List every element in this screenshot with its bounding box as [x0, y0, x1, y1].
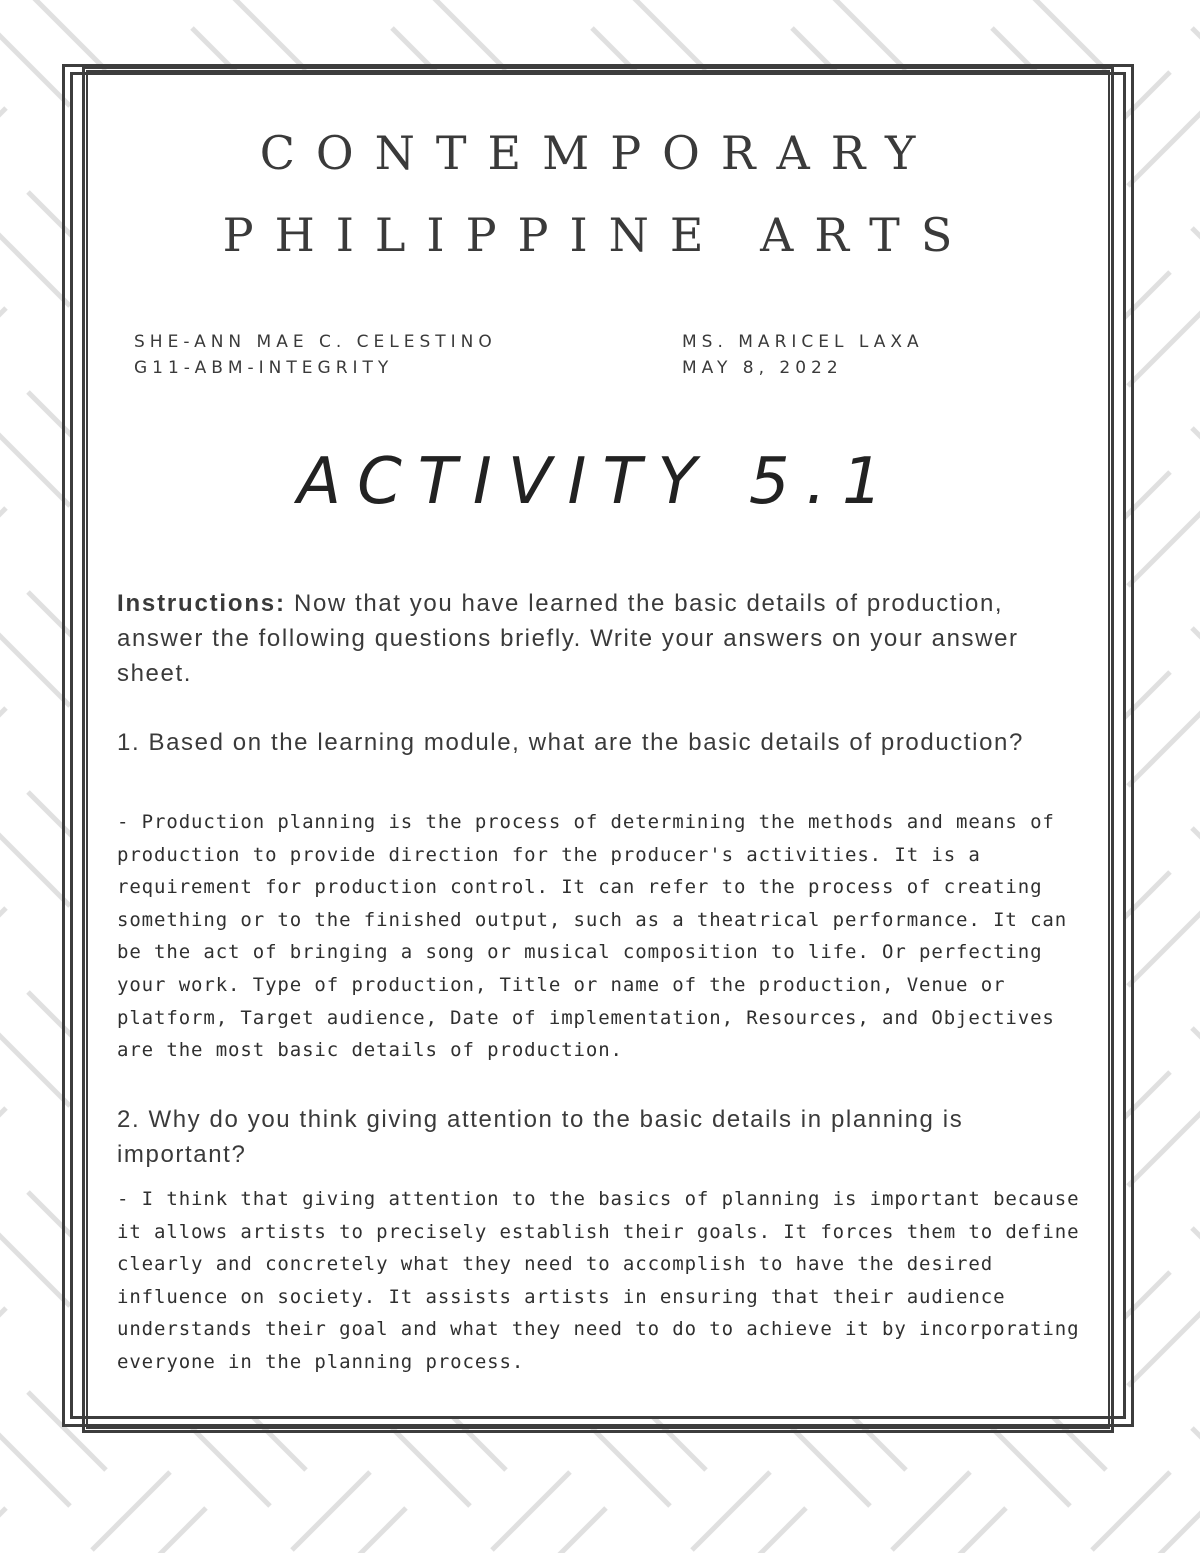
question-2: 2. Why do you think giving attention to the basic details in planning is important? [117, 1106, 964, 1168]
pattern-stroke [0, 1508, 6, 1553]
instructions-label: Instructions: [117, 590, 286, 617]
answer-1: - Production planning is the process of determining the methods and means of production to provide direction for the producer's activities. It is a requirement for production control. It can refer to the process of creating something or to the finished output, such as a theatrical performance. It can be the act of bringing a song or musical composition to life. Or perfecting your work. Type of production, Title or name of the production, Venue or platform, Target audience, Date of implementation, Resources, and Objectives are the most basic details of production. [117, 811, 1068, 1062]
pattern-stroke [0, 1108, 6, 1186]
pattern-stroke [1192, 1228, 1200, 1306]
pattern-stroke [228, 0, 306, 70]
activity-title: ACTIVITY 5.1 [297, 445, 899, 519]
instructions-text: Now that you have learned the basic details of production, answer the following questions briefly. Write your answers on your answer sheet. [117, 590, 1019, 687]
title-line-1: CONTEMPORARY [259, 126, 937, 180]
student-name: SHE-ANN MAE C. CELESTINO [134, 332, 497, 352]
pattern-stroke [1092, 1472, 1170, 1550]
pattern-stroke [128, 1508, 206, 1553]
pattern-stroke [1192, 1028, 1200, 1106]
submission-date: MAY 8, 2022 [682, 358, 843, 378]
pattern-stroke [192, 1428, 270, 1506]
pattern-stroke [1192, 228, 1200, 306]
pattern-stroke [1128, 1108, 1200, 1186]
pattern-stroke [1192, 1428, 1200, 1506]
title-line-2: PHILIPPINE ARTS [222, 208, 974, 262]
teacher-name: MS. MARICEL LAXA [682, 332, 924, 352]
answer-2: - I think that giving attention to the basics of planning is important because it allows artists to precisely establish their goals. It forces them to define clearly and concretely what they need to accomplish to have the desired influence on society. It assists artists in ensuring that their audience understands their goal and what they need to do to achieve it by incorporating everyone in the planning process. [117, 1188, 1080, 1373]
pattern-stroke [828, 0, 906, 70]
pattern-stroke [692, 1472, 770, 1550]
pattern-stroke [0, 708, 6, 786]
pattern-stroke [1128, 1508, 1200, 1553]
pattern-stroke [1128, 908, 1200, 986]
pattern-stroke [428, 0, 506, 70]
pattern-stroke [0, 108, 6, 186]
pattern-stroke [892, 1472, 970, 1550]
pattern-stroke [0, 628, 70, 706]
pattern-stroke [1192, 428, 1200, 506]
pattern-stroke [728, 1508, 806, 1553]
pattern-stroke [0, 1228, 70, 1306]
pattern-stroke [92, 1472, 170, 1550]
pattern-stroke [928, 1508, 1006, 1553]
pattern-stroke [0, 1028, 70, 1106]
student-section: G11-ABM-INTEGRITY [134, 358, 394, 378]
pattern-stroke [0, 1308, 6, 1386]
pattern-stroke [0, 228, 70, 306]
pattern-stroke [1192, 628, 1200, 706]
pattern-stroke [0, 428, 70, 506]
instructions-paragraph [117, 586, 1089, 691]
pattern-stroke [292, 1472, 370, 1550]
pattern-stroke [628, 0, 706, 70]
pattern-stroke [0, 908, 6, 986]
pattern-stroke [28, 0, 106, 70]
pattern-stroke [1192, 828, 1200, 906]
document-content [86, 70, 1110, 1429]
pattern-stroke [392, 1428, 470, 1506]
pattern-stroke [1028, 0, 1106, 70]
pattern-stroke [0, 828, 70, 906]
pattern-stroke [792, 1428, 870, 1506]
teacher-info [682, 329, 924, 381]
student-info [134, 329, 497, 381]
pattern-stroke [1128, 508, 1200, 586]
pattern-stroke [0, 508, 6, 586]
pattern-stroke [528, 1508, 606, 1553]
pattern-stroke [0, 28, 70, 106]
pattern-stroke [1192, 28, 1200, 106]
pattern-stroke [0, 1428, 70, 1506]
pattern-stroke [592, 1428, 670, 1506]
pattern-stroke [992, 1428, 1070, 1506]
pattern-stroke [1128, 708, 1200, 786]
pattern-stroke [1128, 108, 1200, 186]
pattern-stroke [492, 1472, 570, 1550]
pattern-stroke [1128, 1308, 1200, 1386]
pattern-stroke [0, 308, 6, 386]
question-1: 1. Based on the learning module, what are the basic details of production? [117, 729, 1024, 756]
pattern-stroke [1128, 308, 1200, 386]
pattern-stroke [328, 1508, 406, 1553]
